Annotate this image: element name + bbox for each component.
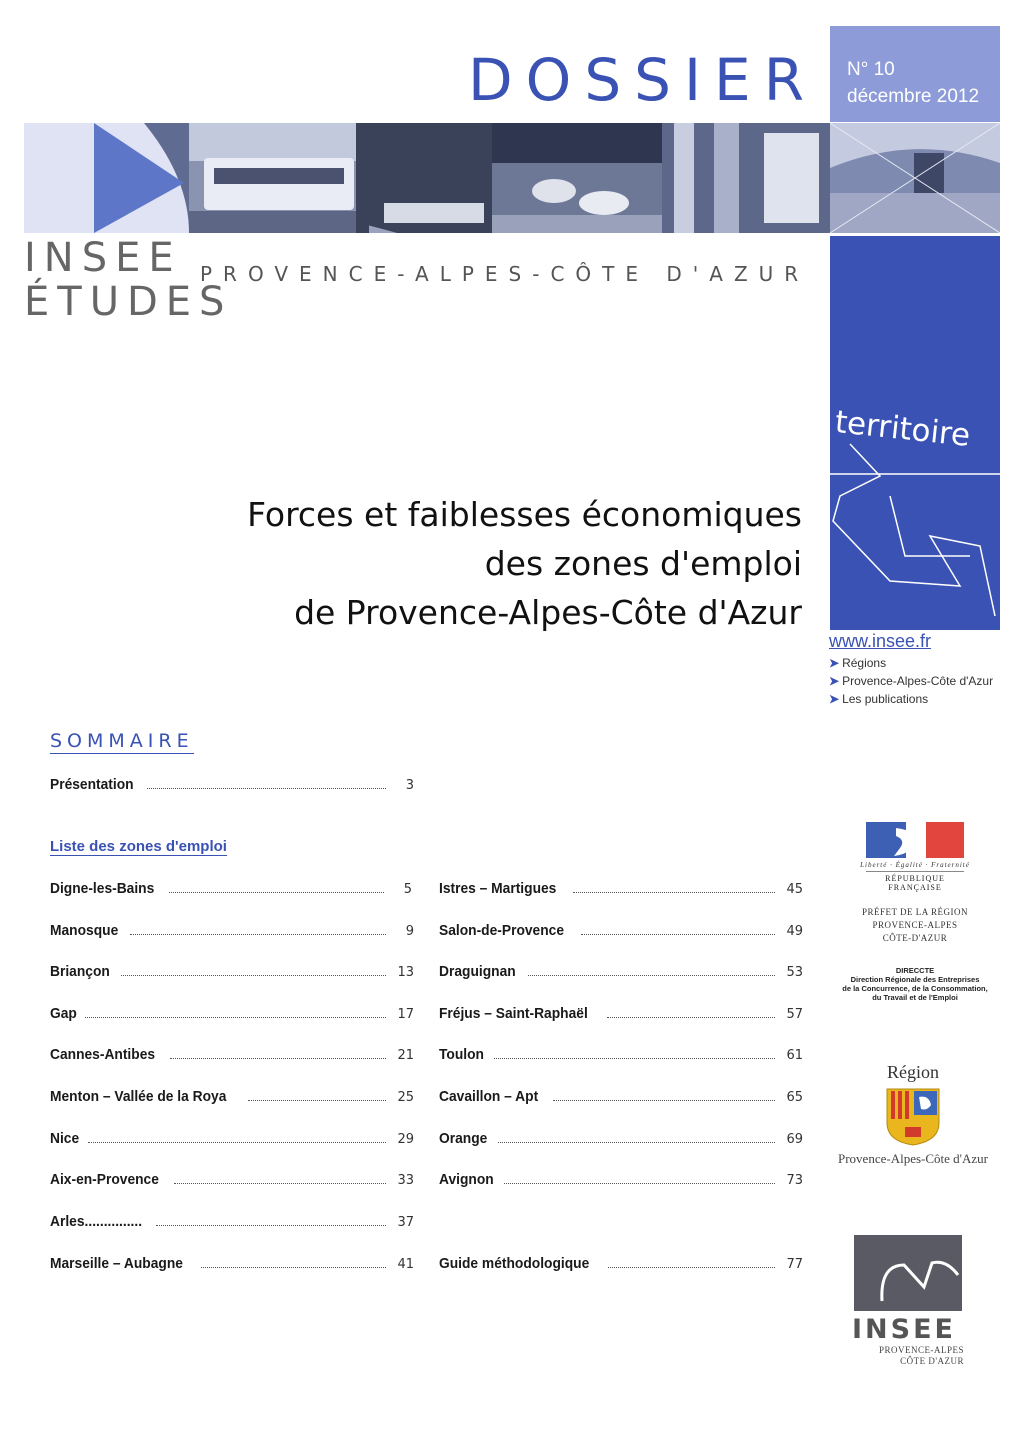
link-publications[interactable]: ➤ Les publications [829,692,929,706]
insee-logo [852,1235,964,1367]
toc-item[interactable]: Cavaillon – Apt 65 [439,1088,803,1105]
insee-logo-graphic-icon [854,1235,962,1311]
link-paca[interactable]: ➤ Provence-Alpes-Côte d'Azur [829,674,994,688]
brand-insee: INSEE [24,235,182,281]
prefet-text: PRÉFET DE LA RÉGION PROVENCE-ALPES CÔTE-D'AZUR [861,907,969,943]
region-name: PROVENCE-ALPES-CÔTE D'AZUR [200,262,810,286]
chevron-right-icon: ➤ [829,674,840,688]
photo-collage [24,123,1000,233]
toc-item[interactable]: Marseille – Aubagne 41 [50,1255,414,1272]
web-links [829,631,993,706]
rf-motto: Liberté · Égalité · Fraternité [860,861,970,869]
toc-item[interactable]: Gap 17 [50,1005,414,1022]
issue-date: décembre 2012 [847,86,980,107]
region-logo [820,1062,1006,1167]
toc-item[interactable]: Nice 29 [50,1130,414,1147]
liste-heading: Liste des zones d'emploi [50,838,227,855]
toc-item[interactable]: Avignon 73 [439,1171,803,1188]
dossier-title: DOSSIER [468,46,817,114]
rf-name: RÉPUBLIQUE FRANÇAISE [866,871,964,892]
photo-strip [24,123,1000,233]
title-line-1: Forces et faiblesses économiques [247,495,802,534]
brand-etudes: ÉTUDES [24,279,233,325]
toc-item[interactable]: Toulon 61 [439,1046,803,1063]
toc-item[interactable]: Fréjus – Saint-Raphaël 57 [439,1005,803,1022]
marianne-flag-icon [866,822,964,858]
toc-item[interactable]: Draguignan 53 [439,963,803,980]
toc-guide[interactable]: Guide méthodologique 77 [439,1255,803,1272]
title-line-2: des zones d'emploi [484,544,802,583]
sommaire-heading: SOMMAIRE [50,730,194,752]
toc-item[interactable]: Aix-en-Provence 33 [50,1171,414,1188]
region-logo-top: Région [887,1062,939,1082]
region-logo-bottom: Provence-Alpes-Côte d'Azur [838,1151,988,1166]
toc-item[interactable]: Manosque 9 [50,922,414,939]
issue-number: N° 10 [847,59,895,80]
republique-francaise-logo [830,822,1000,892]
chevron-right-icon: ➤ [829,656,840,670]
toc-item[interactable]: Cannes-Antibes 21 [50,1046,414,1063]
series-name: territoire [833,404,972,454]
toc-presentation[interactable]: Présentation 3 [50,776,414,793]
region-coat-of-arms-icon [885,1087,941,1147]
toc-item[interactable]: Arles............... 37 [50,1213,414,1230]
title-line-3: de Provence-Alpes-Côte d'Azur [294,593,802,632]
direccte-text: DIRECCTE Direction Régionale des Entreprises de la Concurrence, de la Consommation, du Travail et de l'Emploi [842,966,988,1002]
series-column [830,236,1000,630]
series-graphic [830,236,1000,630]
website-link[interactable]: www.insee.fr [829,631,932,651]
link-regions[interactable]: ➤ Régions [829,656,887,670]
toc-item[interactable]: Menton – Vallée de la Roya 25 [50,1088,414,1105]
toc-item[interactable]: Briançon 13 [50,963,414,980]
toc-item[interactable]: Digne-les-Bains 5 [50,880,412,897]
document-title [247,490,802,637]
toc-item[interactable]: Istres – Martigues 45 [439,880,803,897]
insee-logo-text: INSEE [852,1314,956,1345]
insee-logo-subtitle: PROVENCE-ALPES CÔTE D'AZUR [878,1345,964,1366]
issue-box [830,26,1000,122]
chevron-right-icon: ➤ [829,692,840,706]
toc-item[interactable]: Salon-de-Provence 49 [439,922,803,939]
toc-item[interactable]: Orange 69 [439,1130,803,1147]
